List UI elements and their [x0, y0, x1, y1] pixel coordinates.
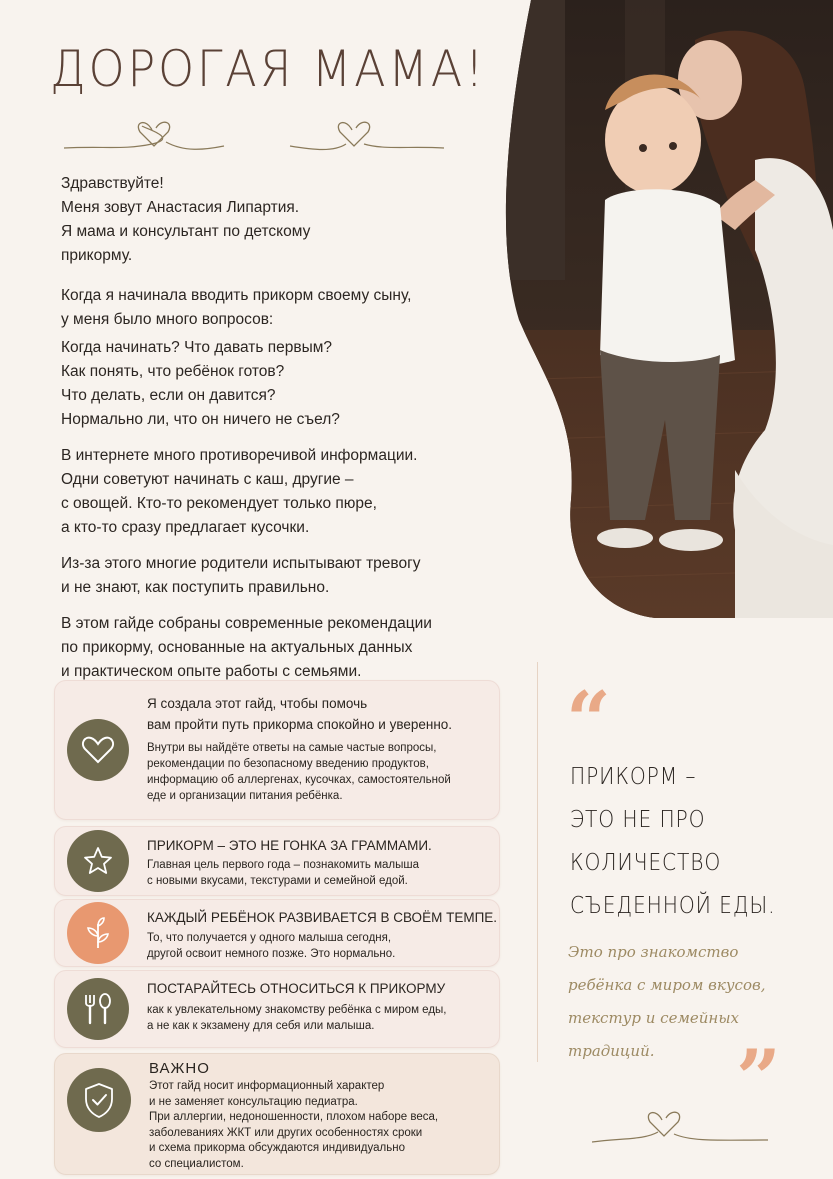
- card-subtext: Этот гайд носит информационный характер и не заменяет консультацию педиатра. При аллергии, недоношенности, плохом наборе веса, заболеваниях ЖКТ или других особенностях сроки и схема прикорма обсуждаются индивидуально со специалистом.: [149, 1080, 439, 1170]
- card-heading: ПОСТАРАЙТЕСЬ ОТНОСИТЬСЯ К ПРИКОРМУ: [147, 981, 446, 996]
- shield-check-icon-circle: [67, 1068, 131, 1132]
- heart-divider: [64, 116, 464, 160]
- heart-icon: [81, 735, 115, 765]
- info-card-attitude: [54, 970, 500, 1048]
- heart-icon-circle: [67, 719, 129, 781]
- card-subtext: Главная цель первого года – познакомить малыша с новыми вкусами, текстурами и семейной едой.: [147, 859, 419, 887]
- info-card-important: [54, 1053, 500, 1175]
- info-card-not-a-race: [54, 826, 500, 896]
- heart-divider-bottom: [592, 1106, 768, 1150]
- info-card-own-pace: [54, 899, 500, 967]
- intro-paragraph-5: В этом гайде собраны современные рекомендации по прикорму, основанные на актуальных данных и практическом опыте работы с семьями.: [61, 615, 432, 680]
- star-icon-circle: [67, 830, 129, 892]
- page-title: ДОРОГАЯ МАМА!: [50, 40, 487, 98]
- intro-paragraph-1: Когда я начинала вводить прикорм своему сыну, у меня было много вопросов:: [61, 287, 412, 328]
- intro-paragraph-questions: Когда начинать? Что давать первым? Как понять, что ребёнок готов? Что делать, если он давится? Нормально ли, что он ничего не съел?: [61, 339, 340, 428]
- quote-main-text: ПРИКОРМ – ЭТО НЕ ПРО КОЛИЧЕСТВО СЪЕДЕННОЙ ЕДЫ.: [570, 764, 776, 919]
- card-heading: ПРИКОРМ – ЭТО НЕ ГОНКА ЗА ГРАММАМИ.: [147, 838, 432, 853]
- intro-paragraph-3: В интернете много противоречивой информации. Одни советуют начинать с каш, другие – с овощей. Кто-то рекомендует только пюре, а кто-то сразу предлагает кусочки.: [61, 447, 418, 536]
- star-icon: [82, 845, 114, 877]
- info-card-guide-purpose: [54, 680, 500, 820]
- vertical-divider: [537, 662, 538, 1062]
- greeting-paragraph: Здравствуйте! Меня зовут Анастасия Липартия. Я мама и консультант по детскому прикорму.: [61, 175, 311, 264]
- shield-check-icon: [82, 1081, 116, 1119]
- sprout-icon-circle: [67, 902, 129, 964]
- open-quote-mark: “: [566, 675, 611, 766]
- fork-spoon-icon-circle: [67, 978, 129, 1040]
- card-lead-text: Я создала этот гайд, чтобы помочь вам пройти путь прикорма спокойно и уверенно.: [147, 696, 453, 732]
- intro-text: [61, 172, 481, 694]
- card-subtext: как к увлекательному знакомству ребёнка с миром еды, а не как к экзамену для себя или малыша.: [147, 1004, 447, 1032]
- card-heading: КАЖДЫЙ РЕБЁНОК РАЗВИВАЕТСЯ В СВОЁМ ТЕМПЕ.: [147, 910, 498, 925]
- intro-paragraph-4: Из-за этого многие родители испытывают тревогу и не знают, как поступить правильно.: [61, 555, 421, 596]
- fork-spoon-icon: [81, 992, 115, 1026]
- card-body-text: Внутри вы найдёте ответы на самые частые вопросы, рекомендации по безопасному введению продуктов, информацию об аллергенах, кусочках, самостоятельной еде и организации питания ребёнка.: [147, 742, 451, 802]
- card-heading: ВАЖНО: [149, 1060, 210, 1077]
- card-subtext: То, что получается у одного малыша сегодня, другой освоит немного позже. Это нормально.: [147, 932, 396, 960]
- close-quote-mark: ”: [736, 1033, 781, 1124]
- mother-and-child-photo: [505, 0, 833, 618]
- quote-script-text: Это про знакомство ребёнка с миром вкусов, текстур и семейных традиций.: [568, 943, 766, 1060]
- sprout-icon: [82, 916, 114, 950]
